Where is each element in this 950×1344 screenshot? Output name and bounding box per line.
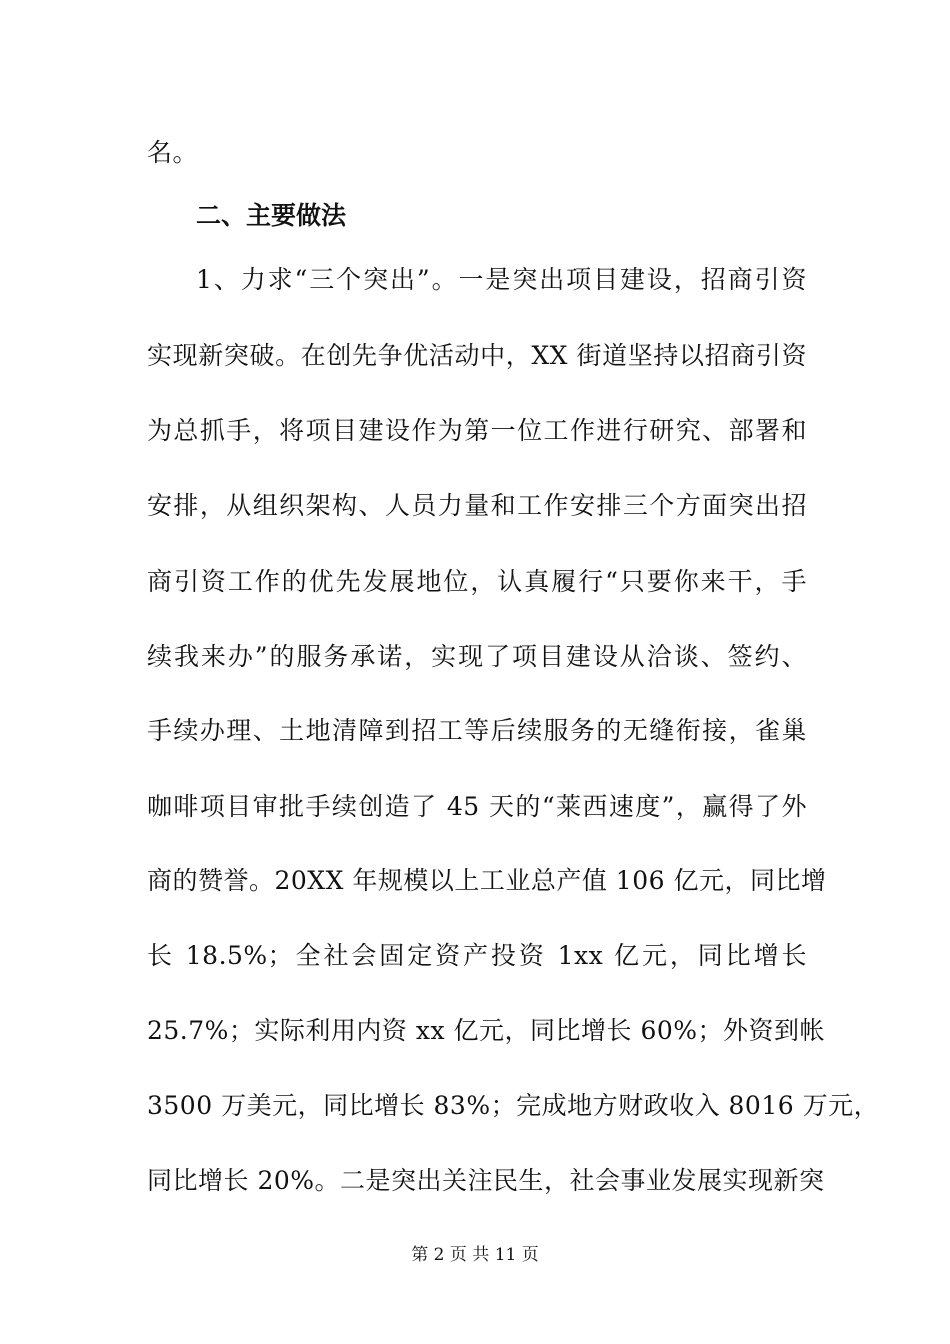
paragraph-line: 名。 — [147, 138, 199, 167]
paragraph-line: 手续办理、土地清障到招工等后续服务的无缝衔接，雀巢 — [147, 716, 807, 745]
paragraph-line: 商引资工作的优先发展地位，认真履行“只要你来干，手 — [147, 567, 807, 596]
paragraph-line: 商的赞誉。20XX 年规模以上工业总产值 106 亿元，同比增 — [147, 866, 827, 895]
paragraph-line: 1、力求“三个突出”。一是突出项目建设，招商引资 — [196, 265, 807, 294]
paragraph-line: 25.7%；实际利用内资 xx 亿元，同比增长 60%；外资到帐 — [147, 1016, 826, 1045]
section-heading: 二、主要做法 — [196, 201, 347, 230]
paragraph-line: 咖啡项目审批手续创造了 45 天的“莱西速度”，赢得了外 — [147, 792, 807, 821]
paragraph-line: 为总抓手，将项目建设作为第一位工作进行研究、部署和 — [147, 416, 807, 445]
paragraph-line: 3500 万美元，同比增长 83%；完成地方财政收入 8016 万元， — [147, 1091, 880, 1120]
page-footer: 第 2 页 共 11 页 — [411, 1245, 539, 1265]
paragraph-line: 同比增长 20%。二是突出关注民生，社会事业发展实现新突 — [147, 1166, 825, 1195]
paragraph-line: 安排，从组织架构、人员力量和工作安排三个方面突出招 — [147, 491, 807, 520]
paragraph-line: 续我来办”的服务承诺，实现了项目建设从洽谈、签约、 — [147, 642, 807, 671]
paragraph-line: 长 18.5%；全社会固定资产投资 1xx 亿元，同比增长 — [147, 941, 807, 970]
paragraph-line: 实现新突破。在创先争优活动中，XX 街道坚持以招商引资 — [147, 341, 807, 370]
